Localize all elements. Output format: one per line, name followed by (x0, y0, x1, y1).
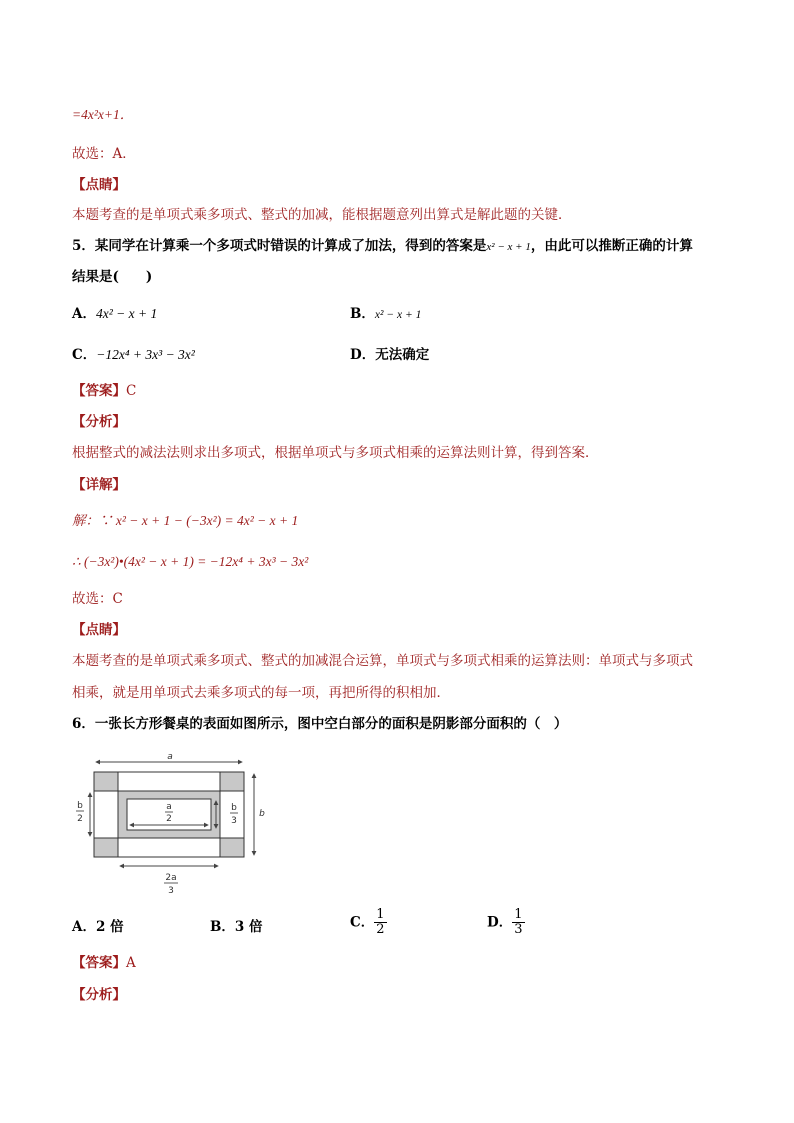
q6-option-d (487, 908, 525, 937)
q6-analysis-label: 【分析】 (72, 987, 126, 1003)
corner-top-left (94, 772, 118, 791)
answer-label: 【答案】 (72, 955, 126, 971)
dianjing-text: 本题考查的是单项式乘多项式、整式的加减，能根据题意列出算式是解此题的关键． (72, 207, 572, 223)
q5-option-c (72, 346, 195, 364)
table-figure (70, 748, 280, 898)
label-b: b (259, 809, 265, 819)
label-2a3-den: 3 (168, 886, 174, 896)
answer-label: 【答案】 (72, 383, 126, 399)
q5-analysis-text: 根据整式的减法法则求出多项式，根据单项式与多项式相乘的运算法则计算，得到答案． (72, 445, 599, 461)
q5-dianjing-label: 【点睛】 (72, 622, 126, 638)
q5-stem-math: x² − x + 1 (486, 241, 531, 253)
q5-analysis-label: 【分析】 (72, 414, 126, 430)
option-label: D． (487, 914, 513, 931)
label-a2-num: a (166, 802, 172, 812)
option-math: x² − x + 1 (374, 309, 422, 321)
q6-answer (72, 954, 136, 972)
q5-choice: 故选：C (72, 591, 123, 607)
label-b2-den: 2 (77, 814, 83, 824)
choice-line: 故选：A． (72, 146, 136, 162)
label-2a3-num: 2a (165, 873, 177, 883)
option-label: C． (350, 914, 375, 931)
q5-detail-line2: ∴ (−3x²)•(4x² − x + 1) = −12x⁴ + 3x³ − 3x² (72, 554, 309, 569)
q5-option-a (72, 305, 157, 323)
corner-top-right (220, 772, 244, 791)
corner-bottom-left (94, 838, 118, 857)
q5-stem-part1: 5．某同学在计算乘一个多项式时错误的计算成了加法，得到的答案是 (72, 238, 487, 254)
option-label: C． (72, 347, 97, 363)
fraction-numerator: 1 (376, 907, 385, 922)
fraction-one-third (512, 908, 524, 937)
label-b2-num: b (77, 801, 83, 811)
q5-dianjing-text-1: 本题考查的是单项式乘多项式、整式的加减混合运算，单项式与多项式相乘的运算法则：单项式与多项式 (72, 653, 693, 669)
option-math: −12x⁴ + 3x³ − 3x² (96, 347, 195, 362)
fraction-denominator: 2 (376, 922, 385, 937)
label-a2-den: 2 (166, 814, 172, 824)
label-b3-den: 3 (231, 816, 237, 826)
answer-value: A (126, 955, 136, 971)
equation-line: =4x²x+1． (72, 107, 134, 122)
label-a: a (167, 752, 173, 762)
fraction-one-half (374, 908, 386, 937)
fraction-numerator: 1 (514, 907, 523, 922)
q5-stem (72, 237, 693, 256)
q5-dianjing-text-2: 相乘，就是用单项式去乘多项式的每一项，再把所得的积相加． (72, 685, 450, 701)
option-label: B． (350, 306, 375, 322)
corner-bottom-right (220, 838, 244, 857)
dianjing-label: 【点睛】 (72, 177, 126, 193)
q5-option-b (350, 305, 421, 324)
q5-detail-line1: 解：∵ x² − x + 1 − (−3x²) = 4x² − x + 1 (72, 513, 299, 528)
q5-detail-label: 【详解】 (72, 477, 126, 493)
q5-answer (72, 382, 136, 400)
q5-option-d: D．无法确定 (350, 347, 430, 363)
q5-stem-line2: 结果是( ) (72, 269, 153, 285)
q6-option-b: B．3 倍 (210, 919, 263, 935)
fraction-denominator: 3 (514, 922, 523, 937)
label-b3-num: b (231, 803, 237, 813)
answer-value: C (126, 383, 137, 399)
q6-option-a: A．2 倍 (72, 919, 124, 935)
q6-stem: 6．一张长方形餐桌的表面如图所示，图中空白部分的面积是阴影部分面积的（ ） (72, 716, 568, 732)
option-label: A． (72, 306, 96, 322)
q5-stem-part2: ，由此可以推断正确的计算 (530, 238, 693, 254)
q6-option-c (350, 908, 387, 937)
option-math: 4x² − x + 1 (95, 306, 158, 321)
